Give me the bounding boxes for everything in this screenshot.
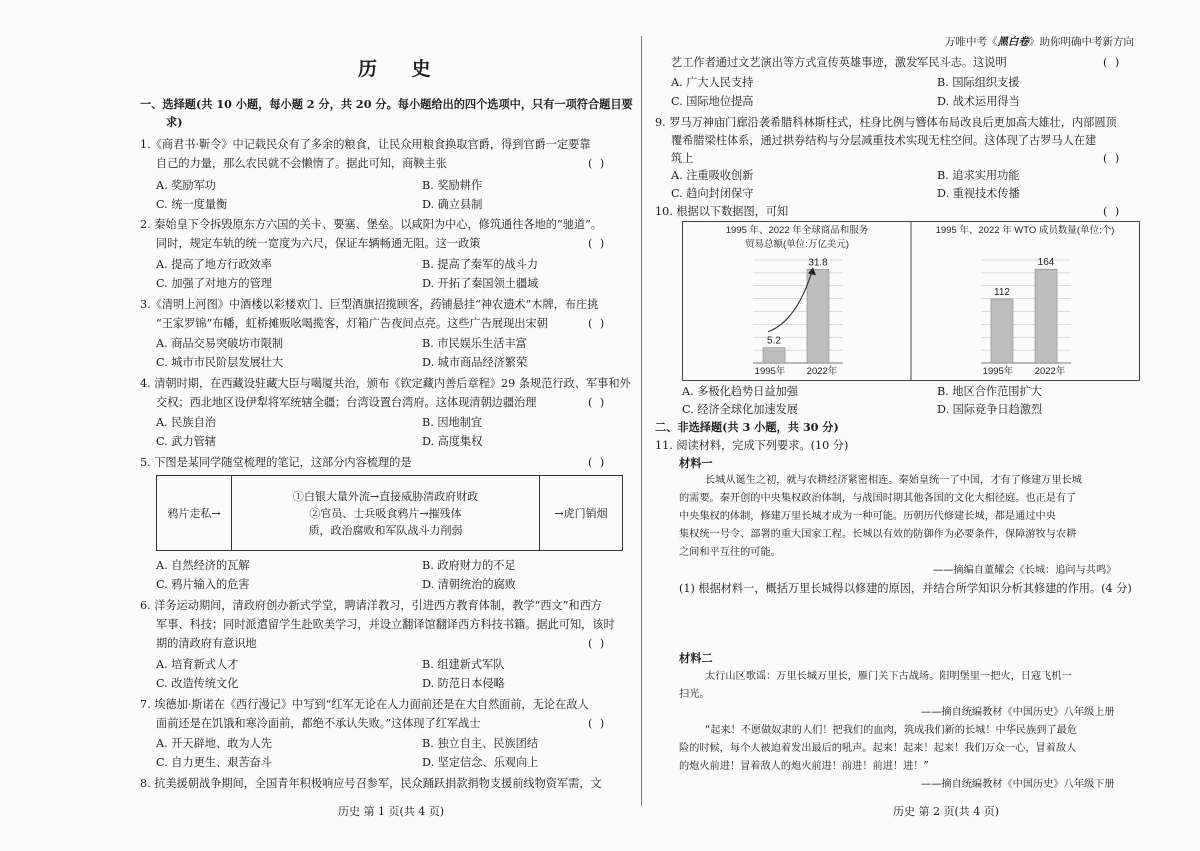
material-2-text: “起来！不愿做奴隶的人们！把我们的血肉，筑成我们新的长城！中华民族到了最危: [705, 725, 1078, 736]
option-b[interactable]: B. 组建新式军队: [422, 658, 505, 671]
notes-effect-2-cont: 质，政治腐败和军队战斗力削弱: [308, 523, 463, 537]
option-b[interactable]: B. 提高了秦军的战斗力: [422, 258, 539, 271]
trend-arrow: [768, 271, 812, 331]
option-b[interactable]: B. 地区合作范围扩大: [937, 385, 1042, 398]
chart-wto-members: [936, 224, 1115, 377]
data-figure: [682, 221, 1140, 381]
option-c[interactable]: C. 加强了对地方的管理: [156, 277, 272, 290]
option-d[interactable]: D. 战术运用得当: [937, 95, 1020, 108]
option-a[interactable]: A. 商品交易突破坊市限制: [156, 337, 284, 350]
q8-line: 艺工作者通过文艺演出等方式宣传英雄事迹，激发军民斗志。这说明: [671, 56, 1007, 69]
notes-table: [156, 475, 623, 551]
option-c[interactable]: C. 城市市民阶层发展壮大: [156, 356, 284, 369]
option-c[interactable]: C. 统一度量衡: [156, 198, 228, 211]
option-b[interactable]: B. 奖励耕作: [422, 179, 483, 192]
data-label: 5.2: [767, 335, 781, 347]
option-d[interactable]: D. 确立县制: [422, 198, 483, 211]
option-a[interactable]: A. 自然经济的瓦解: [156, 559, 250, 572]
option-d[interactable]: D. 城市商品经济繁荣: [422, 356, 528, 369]
q6-line: 6. 洋务运动期间，清政府创办新式学堂，聘请洋教习，引进西方教育体制，教学“西文”和西方: [140, 599, 602, 612]
option-d[interactable]: D. 开拓了秦国领土疆域: [422, 277, 539, 290]
q6-line: 期的清政府有意识地: [156, 637, 257, 650]
tick-label: 1995年: [982, 366, 1014, 377]
answer-bracket[interactable]: ( ): [588, 157, 607, 170]
notes-effect-2: ②官员、士兵吸食鸦片→摧残体: [309, 506, 462, 520]
answer-bracket[interactable]: ( ): [588, 637, 607, 650]
q3-line: “王家罗锦”布幡，虹桥摊贩吆喝揽客，灯箱广告夜间点亮。这些广告展现出宋朝: [156, 317, 548, 330]
option-c[interactable]: C. 趋向封闭保守: [671, 187, 754, 200]
page-footer: 历史 第 1 页(共 4 页): [338, 805, 445, 818]
page-1: [140, 0, 632, 851]
option-b[interactable]: B. 市民娱乐生活丰富: [422, 337, 527, 350]
q3-line: 3.《清明上河图》中酒楼以彩楼欢门、巨型酒旗招揽顾客，药铺悬挂“神农遗术”木牌，布庄挑: [140, 298, 599, 311]
tick-label: 1995年: [754, 366, 786, 377]
answer-bracket[interactable]: ( ): [1103, 205, 1122, 218]
chart-title: 1995 年、2022 年全球商品和服务: [725, 225, 869, 236]
chart-title: 1995 年、2022 年 WTO 成员数量(单位:个): [935, 225, 1115, 236]
section-1-heading: 一、选择题(共 10 小题，每小题 2 分，共 20 分。每小题给出的四个选项中，只有一项符合题目要: [140, 97, 633, 111]
q11-sub-1: (1) 根据材料一，概括万里长城得以修建的原因，并结合所学知识分析其修建的作用。(4 分): [679, 582, 1132, 595]
q2-line: 2. 秦始皇下令拆毁原东方六国的关卡、要塞、堡垒。以咸阳为中心，修筑通往各地的“驰道”。: [140, 218, 602, 231]
notes-cell-cause: 鸦片走私→: [157, 476, 232, 551]
material-1-text: 集权统一号令、部署的重大国家工程。长城以有效的防御作为必要条件，保障游牧与农耕: [679, 529, 1077, 540]
answer-bracket[interactable]: ( ): [588, 396, 607, 409]
bar-1995年: [763, 348, 785, 363]
material-2-source: ——摘自统编教材《中国历史》八年级上册: [921, 707, 1115, 718]
q7-line: 7. 埃德加·斯诺在《西行漫记》中写到“红军无论在人力面前还是在大自然面前，无论在敌人: [140, 698, 589, 711]
notes-cell-effects: [232, 476, 540, 551]
data-label: 112: [994, 286, 1010, 298]
q5-line: 5. 下图是某同学随堂梳理的笔记，这部分内容梳理的是: [140, 456, 412, 469]
answer-bracket[interactable]: ( ): [1103, 56, 1122, 69]
material-2-text: 扫光。: [679, 689, 710, 700]
option-d[interactable]: D. 高度集权: [422, 435, 483, 448]
q9-line: 覆希腊梁柱体系，通过拱券结构与分层减重技术实现无柱空间。这体现了古罗马人在建: [671, 134, 1097, 147]
answer-space[interactable]: [679, 600, 1139, 644]
option-c[interactable]: C. 鸦片输入的危害: [156, 578, 250, 591]
q9-line: 筑上: [671, 152, 694, 165]
q1-line: 自己的力量，那么农民就不会懒惰了。据此可知，商鞅主张: [156, 157, 447, 170]
option-d[interactable]: D. 重视技术传播: [937, 187, 1020, 200]
option-c[interactable]: C. 武力管辖: [156, 435, 217, 448]
material-2-text: 太行山区歌谣：万里长城万里长，雁门关下古战场。阳明堡里一把火，日寇飞机一: [705, 671, 1072, 682]
q10-line: 10. 根据以下数据图，可知: [655, 205, 789, 218]
q8-line: 8. 抗美援朝战争期间，全国青年积极响应号召参军，民众踊跃捐款捐物支援前线物资军需，文: [140, 777, 602, 790]
section-1-heading-cont: 求): [166, 115, 183, 129]
data-label: 164: [1037, 257, 1055, 269]
brand-name: 黑白卷: [997, 36, 1029, 48]
material-2-text: 险的时候，每个人被迫着发出最后的吼声。起来！起来！起来！我们万众一心，冒着敌人: [679, 743, 1077, 754]
q4-line: 4. 清朝时期，在西藏设驻藏大臣与噶厦共治，颁布《钦定藏内善后章程》29 条规范行政、军事和外: [140, 377, 631, 390]
option-b[interactable]: B. 追求实用功能: [937, 169, 1020, 182]
chart-subtitle: 贸易总额(单位:万亿美元): [745, 239, 849, 250]
material-1-text: 之间和平互往的可能。: [679, 547, 781, 558]
page-title: 历 史: [358, 58, 445, 80]
option-d[interactable]: D. 坚定信念、乐观向上: [422, 756, 539, 769]
option-a[interactable]: A. 注重吸收创新: [671, 169, 754, 182]
option-b[interactable]: B. 国际组织支援: [937, 76, 1020, 89]
option-c[interactable]: C. 国际地位提高: [671, 95, 754, 108]
option-c[interactable]: C. 经济全球化加速发展: [682, 403, 798, 416]
option-a[interactable]: A. 奖励军功: [156, 179, 216, 192]
chart-trade-total: [726, 224, 869, 377]
option-d[interactable]: D. 防范日本侵略: [422, 677, 505, 690]
data-label: 31.8: [808, 257, 828, 269]
material-2-title: 材料二: [679, 651, 713, 665]
answer-bracket[interactable]: ( ): [588, 317, 607, 330]
q6-line: 军事、科技；同时派遣留学生赴欧美学习，并设立翻译馆翻译西方科技书籍。据此可知，该时: [156, 618, 615, 631]
option-a[interactable]: A. 提高了地方行政效率: [156, 258, 272, 271]
answer-bracket[interactable]: ( ): [588, 717, 607, 730]
material-1-text: 中央集权的体制，修建万里长城才成为一种可能。历朝历代修建长城，都是通过中央: [679, 511, 1056, 522]
material-1-text: 长城从诞生之初，就与农耕经济紧密相连。秦始皇统一了中国，才有了修建万里长城: [705, 475, 1082, 486]
center-fold-line: [641, 36, 642, 806]
option-a[interactable]: A. 多极化趋势日益加强: [682, 385, 798, 398]
option-a[interactable]: A. 民族自治: [156, 416, 216, 429]
option-a[interactable]: A. 广大人民支持: [671, 76, 754, 89]
material-2-source: ——摘自统编教材《中国历史》八年级下册: [921, 779, 1115, 790]
option-a[interactable]: A. 开天辟地、敢为人先: [156, 737, 272, 750]
answer-bracket[interactable]: ( ): [588, 456, 607, 469]
option-b[interactable]: B. 因地制宜: [422, 416, 483, 429]
brand-prefix: 万唯中考《: [945, 36, 998, 48]
material-1-source: ——摘编自董耀会《长城：追问与共鸣》: [933, 565, 1117, 576]
q1-line: 1.《商君书·靳令》中记载民众有了多余的粮食，让民众用粮食换取官爵，得到官爵一定要靠: [140, 138, 591, 151]
option-b[interactable]: B. 独立自主、民族团结: [422, 737, 539, 750]
option-d[interactable]: D. 清朝统治的腐败: [422, 578, 516, 591]
option-c[interactable]: C. 自力更生、艰苦奋斗: [156, 756, 272, 769]
brand-suffix: 》助你明确中考新方向: [1029, 36, 1134, 48]
section-2-heading: 二、非选择题(共 3 小题，共 30 分): [655, 420, 839, 434]
bar-1995年: [991, 299, 1013, 363]
notes-effect-1: ①白银大量外流→直接威胁清政府财政: [292, 489, 479, 503]
material-1-title: 材料一: [679, 456, 713, 470]
brand-header: [945, 34, 1134, 49]
material-1-text: 的需要。秦开创的中央集权政治体制，与战国时期其他各国的文化大相径庭。也正是有了: [679, 493, 1077, 504]
q7-line: 面前还是在饥饿和寒冷面前，都绝不承认失败。”这体现了红军战士: [156, 717, 481, 730]
q11-line: 11. 阅读材料，完成下列要求。(10 分): [655, 439, 849, 452]
material-2-text: 的炮火前进！冒着敌人的炮火前进！前进！前进！进！”: [679, 761, 929, 772]
notes-cell-result: →虎门销烟: [540, 476, 623, 551]
q2-line: 同时，规定车轨的统一宽度为六尺，保证车辆畅通无阻。这一政策: [156, 237, 481, 250]
page-2: [655, 0, 1147, 851]
answer-bracket[interactable]: ( ): [588, 237, 607, 250]
page-footer: 历史 第 2 页(共 4 页): [893, 805, 1000, 818]
tick-label: 2022年: [806, 366, 838, 377]
tick-label: 2022年: [1034, 366, 1066, 377]
option-c[interactable]: C. 改造传统文化: [156, 677, 239, 690]
option-b[interactable]: B. 政府财力的不足: [422, 559, 516, 572]
q4-line: 交权；西北地区设伊犁将军统辖全疆；台湾设置台湾府。这体现清朝边疆治理: [156, 396, 537, 409]
option-d[interactable]: D. 国际竞争日趋激烈: [937, 403, 1043, 416]
bar-2022年: [807, 269, 829, 363]
answer-bracket[interactable]: ( ): [1103, 152, 1122, 165]
option-a[interactable]: A. 培育新式人才: [156, 658, 239, 671]
data-figure-svg: [683, 222, 1139, 380]
q9-line: 9. 罗马万神庙门廊沿袭希腊科林斯柱式，柱身比例与簪体布局改良后更加高大雄壮，内部圆顶: [655, 116, 1117, 129]
bar-2022年: [1035, 269, 1057, 363]
